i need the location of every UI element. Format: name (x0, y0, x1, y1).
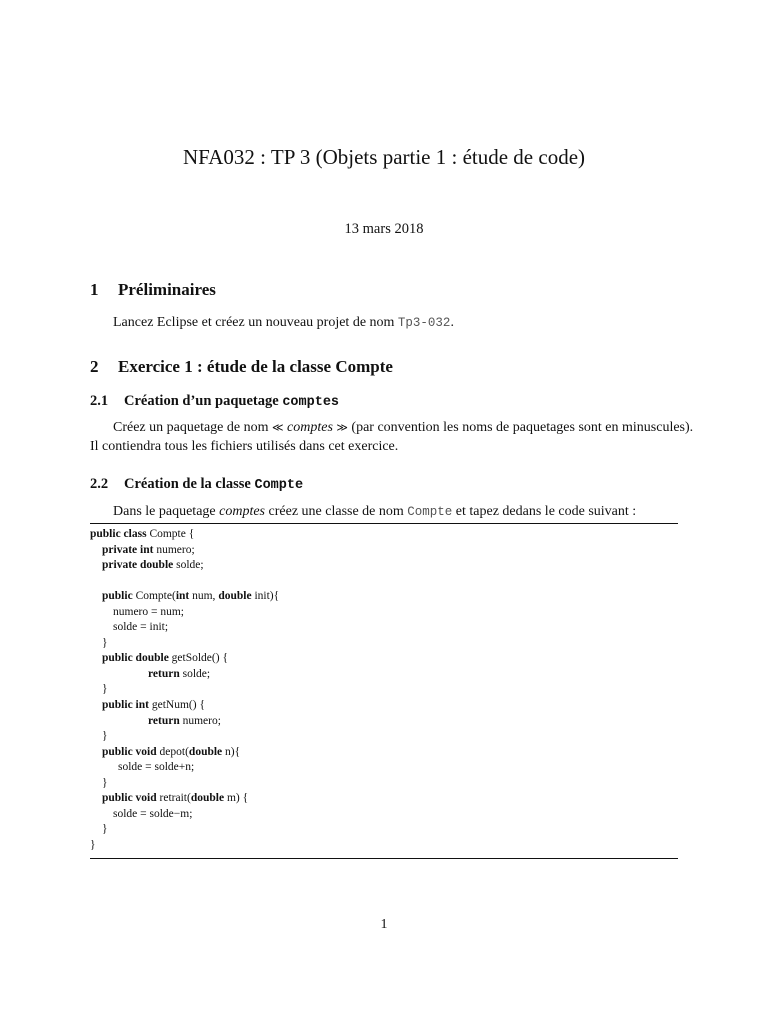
subsection-2-1-line-1 (113, 418, 693, 438)
section-1-text-end: . (450, 315, 454, 330)
subsection-2-2-text-mid: créez une classe de nom (265, 504, 408, 519)
code-line: public double getSolde() { (102, 652, 228, 665)
subsection-2-1-title: Création d’un paquetage (124, 393, 283, 409)
class-name: Compte (407, 505, 453, 519)
code-line: public void retrait(double m) { (102, 792, 249, 805)
subsection-2-2-paragraph (113, 502, 636, 522)
code-line: solde = solde+n; (118, 761, 195, 774)
subsection-2-2-code: Compte (254, 478, 304, 493)
subsection-2-1-code: comptes (282, 395, 340, 410)
code-line: } (102, 823, 108, 836)
code-line: public Compte(int num, double init){ (102, 590, 280, 603)
code-line: private double solde; (102, 559, 204, 572)
code-line: } (102, 776, 108, 789)
code-line: } (102, 636, 108, 649)
code-line: } (102, 683, 108, 696)
code-listing (90, 527, 678, 853)
section-1-title: Préliminaires (118, 280, 216, 299)
code-bottom-rule (90, 858, 678, 859)
subsection-2-1-text: Créez un paquetage de nom (113, 420, 272, 435)
section-1-paragraph (113, 313, 454, 333)
package-name-italic: comptes (219, 504, 266, 519)
code-line: private int numero; (102, 543, 195, 556)
code-line: public int getNum() { (102, 699, 205, 712)
subsection-2-1-text-end: (par convention les noms de paquetages sont en minuscules). (347, 420, 694, 435)
section-1-number: 1 (90, 280, 99, 299)
page-number: 1 (380, 917, 388, 932)
code-line: } (90, 838, 96, 851)
code-line: } (102, 730, 108, 743)
subsection-2-2-text-end: et tapez dedans le code suivant : (452, 504, 637, 519)
subsection-2-1-line-2: Il contiendra tous les fichiers utilisés dans cet exercice. (90, 439, 399, 454)
section-2-number: 2 (90, 357, 99, 376)
subsection-2-2-number: 2.2 (90, 476, 109, 492)
section-2-heading (90, 355, 393, 379)
code-line-blank (90, 574, 678, 590)
code-line: numero = num; (113, 605, 185, 618)
subsection-2-2-heading (90, 474, 303, 496)
section-2-title: Exercice 1 : étude de la classe Compte (118, 357, 393, 376)
close-quote: ≫ (336, 422, 348, 434)
subsection-2-1-heading (90, 391, 339, 413)
project-name: Tp3-032 (397, 316, 451, 330)
code-top-rule (90, 523, 678, 524)
document-title: NFA032 : TP 3 (Objets partie 1 : étude de code) (182, 145, 586, 169)
code-line: solde = solde−m; (113, 807, 193, 820)
code-line: public void depot(double n){ (102, 745, 241, 758)
document-date: 13 mars 2018 (344, 221, 424, 237)
code-line: return numero; (148, 714, 221, 727)
subsection-2-2-title: Création de la classe (124, 476, 255, 492)
package-name: comptes (287, 420, 333, 435)
code-line: public class Compte { (90, 528, 195, 540)
section-1-heading (90, 278, 216, 302)
code-line: solde = init; (113, 621, 169, 634)
subsection-2-1-number: 2.1 (90, 393, 109, 409)
subsection-2-2-text: Dans le paquetage (113, 504, 220, 519)
open-quote: ≪ (272, 422, 284, 434)
section-1-text: Lancez Eclipse et créez un nouveau projet de nom (113, 315, 398, 330)
code-line: return solde; (148, 667, 211, 680)
